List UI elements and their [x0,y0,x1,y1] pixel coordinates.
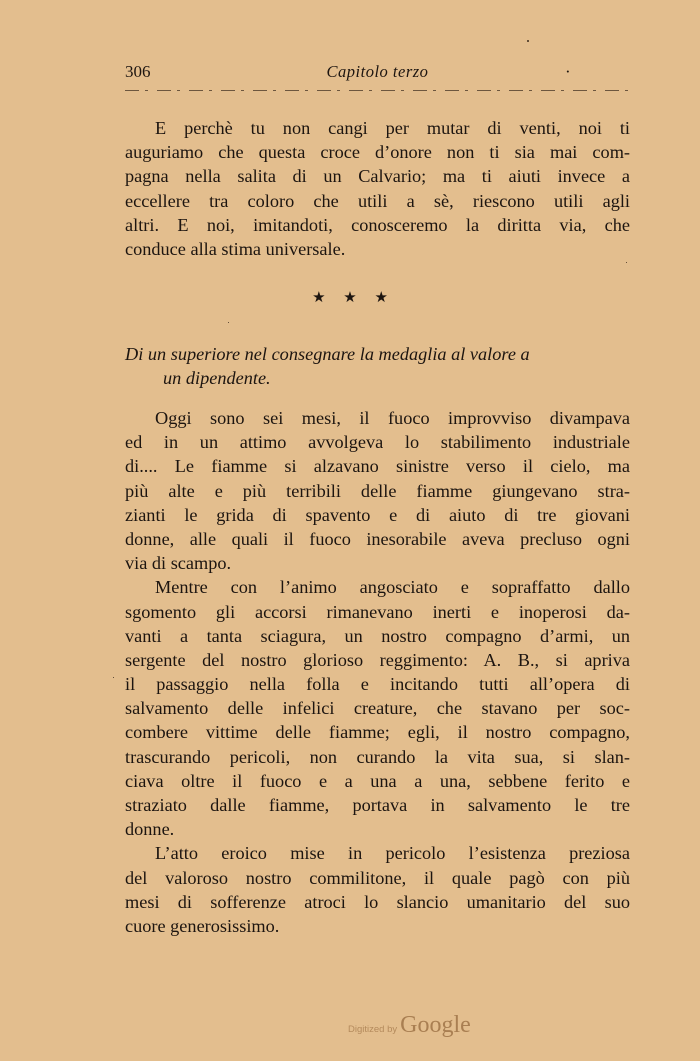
digitized-by-google-watermark [348,1012,471,1039]
text-line: di.... Le fiamme si alzavano sinistre verso il cielo, ma [125,456,630,477]
header-rule [125,90,630,91]
text-line: pagna nella salita di un Calvario; ma ti aiuti invece a [125,166,630,187]
text-line: cuore generosissimo. [125,915,280,936]
text-line: Mentre con l’animo angosciato e sopraffatto dallo [155,577,630,598]
section-separator-stars: ★ ★ ★ [312,290,388,306]
scan-speck [228,322,229,323]
text-line: del valoroso nostro commilitone, il quale pagò con più [125,867,630,888]
section-title-line: Di un superiore nel consegnare la medaglia al valore a [125,344,530,364]
scan-speck [113,677,114,678]
running-title: Capitolo terzo [326,62,429,81]
text-line: più alte e più terribili delle fiamme giungevano stra- [125,480,630,501]
page-header [125,62,630,84]
text-line: donne, alle quali il fuoco inesorabile aveva precluso ogni [125,528,630,549]
google-logo: Google [400,1012,471,1038]
watermark-prefix: Digitized by [348,1024,398,1035]
text-line: conduce alla stima universale. [125,238,346,259]
text-line: straziato dalle fiamme, portava in salvamento le tre [125,795,630,815]
text-line: salvamento delle infelici creature, che stavano per soc- [125,698,630,719]
section-title-line: un dipendente. [163,368,271,388]
text-line: ed in un attimo avvolgeva lo stabilimento industriale [125,432,630,453]
text-line: eccellere tra coloro che utili a sè, riescono utili agli [125,190,630,211]
text-line: combere vittime delle fiamme; egli, il nostro compagno, [125,722,630,743]
text-line: via di scampo. [125,553,232,574]
text-line: ciava oltre il fuoco e a una a una, sebbene ferito e [125,770,630,791]
text-line: auguriamo che questa croce d’onore non ti sia mai com- [125,142,630,163]
text-line: E perchè tu non cangi per mutar di venti, noi ti [155,118,630,138]
text-line: donne. [125,819,175,840]
text-line: sergente del nostro glorioso reggimento: A. B., si apriva [125,649,630,670]
text-line: il passaggio nella folla e incitando tutti all’opera di [125,674,630,695]
text-line: altri. E noi, imitandoti, conosceremo la diritta via, che [125,214,630,235]
scan-speck [626,262,627,263]
text-line: L’atto eroico mise in pericolo l’esistenza preziosa [155,843,630,864]
header-ornament: · [565,62,571,81]
text-line: mesi di sofferenze atroci lo slancio umanitario del suo [125,891,630,912]
section-title [125,342,630,390]
text-line: zianti le grida di spavento e di aiuto di tre giovani [125,504,630,525]
text-line: sgomento gli accorsi rimanevano inerti e inoperosi da- [125,601,630,622]
text-line: trascurando pericoli, non curando la vita sua, si slan- [125,746,630,767]
page-number: 306 [125,62,151,81]
text-line: Oggi sono sei mesi, il fuoco improvviso divampava [155,408,630,428]
paragraph-fire [125,406,630,938]
text-line: vanti a tanta sciagura, un nostro compagno d’armi, un [125,625,630,646]
scan-speck [527,40,529,42]
closing-paragraph [125,116,630,261]
